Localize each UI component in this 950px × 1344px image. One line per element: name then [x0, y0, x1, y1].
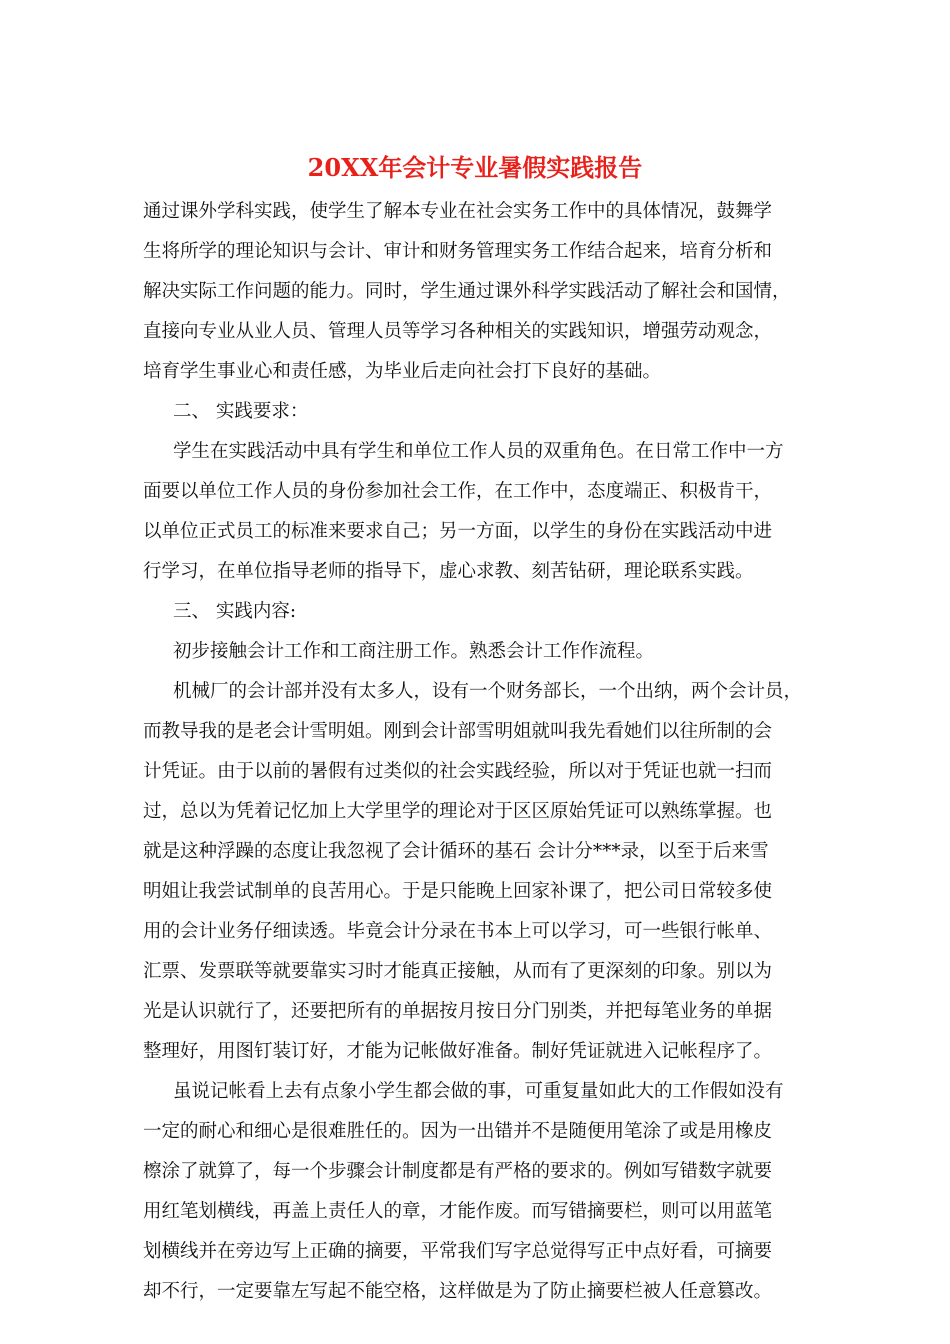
body-line: 行学习，在单位指导老师的指导下，虚心求教、刻苦钻研，理论联系实践。 — [143, 561, 754, 582]
document-title: 20XX年会计专业暑假实践报告 — [307, 153, 643, 182]
body-line: 计凭证。由于以前的暑假有过类似的社会实践经验，所以对于凭证也就一扫而 — [143, 761, 773, 782]
body-line: 一定的耐心和细心是很难胜任的。因为一出错并不是随便用笔涂了或是用橡皮 — [143, 1121, 773, 1142]
body-line: 过，总以为凭着记忆加上大学里学的理论对于区区原始凭证可以熟练掌握。也 — [143, 801, 773, 822]
body-line: 机械厂的会计部并没有太多人，设有一个财务部长，一个出纳，两个会计员， — [173, 681, 803, 702]
body-line: 培育学生事业心和责任感，为毕业后走向社会打下良好的基础。 — [143, 361, 662, 382]
body-line: 划横线并在旁边写上正确的摘要，平常我们写字总觉得写正中点好看，可摘要 — [143, 1241, 773, 1262]
body-line: 二、 实践要求： — [173, 401, 309, 422]
body-line: 用的会计业务仔细读透。毕竟会计分录在书本上可以学习，可一些银行帐单、 — [143, 921, 773, 942]
body-line: 光是认识就行了，还要把所有的单据按月按日分门别类，并把每笔业务的单据 — [143, 1001, 773, 1022]
body-line: 汇票、发票联等就要靠实习时才能真正接触，从而有了更深刻的印象。别以为 — [143, 961, 773, 982]
body-line: 就是这种浮躁的态度让我忽视了会计循环的基石 会计分***录，以至于后来雪 — [143, 841, 769, 862]
body-line: 通过课外学科实践，使学生了解本专业在社会实务工作中的具体情况，鼓舞学 — [143, 201, 773, 222]
body-line: 学生在实践活动中具有学生和单位工作人员的双重角色。在日常工作中一方 — [173, 441, 784, 462]
body-line: 三、 实践内容: — [173, 601, 297, 622]
body-line: 初步接触会计工作和工商注册工作。熟悉会计工作作流程。 — [173, 641, 655, 662]
body-line: 以单位正式员工的标准来要求自己；另一方面，以学生的身份在实践活动中进 — [143, 521, 773, 542]
body-line: 直接向专业从业人员、管理人员等学习各种相关的实践知识，增强劳动观念， — [143, 321, 773, 342]
body-line: 解决实际工作问题的能力。同时，学生通过课外科学实践活动了解社会和国情， — [143, 281, 791, 302]
body-line: 虽说记帐看上去有点象小学生都会做的事，可重复量如此大的工作假如没有 — [173, 1081, 784, 1102]
body-line: 却不行，一定要靠左写起不能空格，这样做是为了防止摘要栏被人任意篡改。 — [143, 1281, 773, 1302]
body-line: 用红笔划横线，再盖上责任人的章，才能作废。而写错摘要栏，则可以用蓝笔 — [143, 1201, 773, 1222]
body-line: 檫涂了就算了，每一个步骤会计制度都是有严格的要求的。例如写错数字就要 — [143, 1161, 773, 1182]
body-line: 而教导我的是老会计雪明姐。刚到会计部雪明姐就叫我先看她们以往所制的会 — [143, 721, 773, 742]
body-line: 明姐让我尝试制单的良苦用心。于是只能晚上回家补课了，把公司日常较多使 — [143, 881, 773, 902]
body-line: 生将所学的理论知识与会计、审计和财务管理实务工作结合起来，培育分析和 — [143, 241, 773, 262]
body-line: 整理好，用图钉装订好，才能为记帐做好准备。制好凭证就进入记帐程序了。 — [143, 1041, 773, 1062]
body-line: 面要以单位工作人员的身份参加社会工作，在工作中，态度端正、积极肯干， — [143, 481, 773, 502]
